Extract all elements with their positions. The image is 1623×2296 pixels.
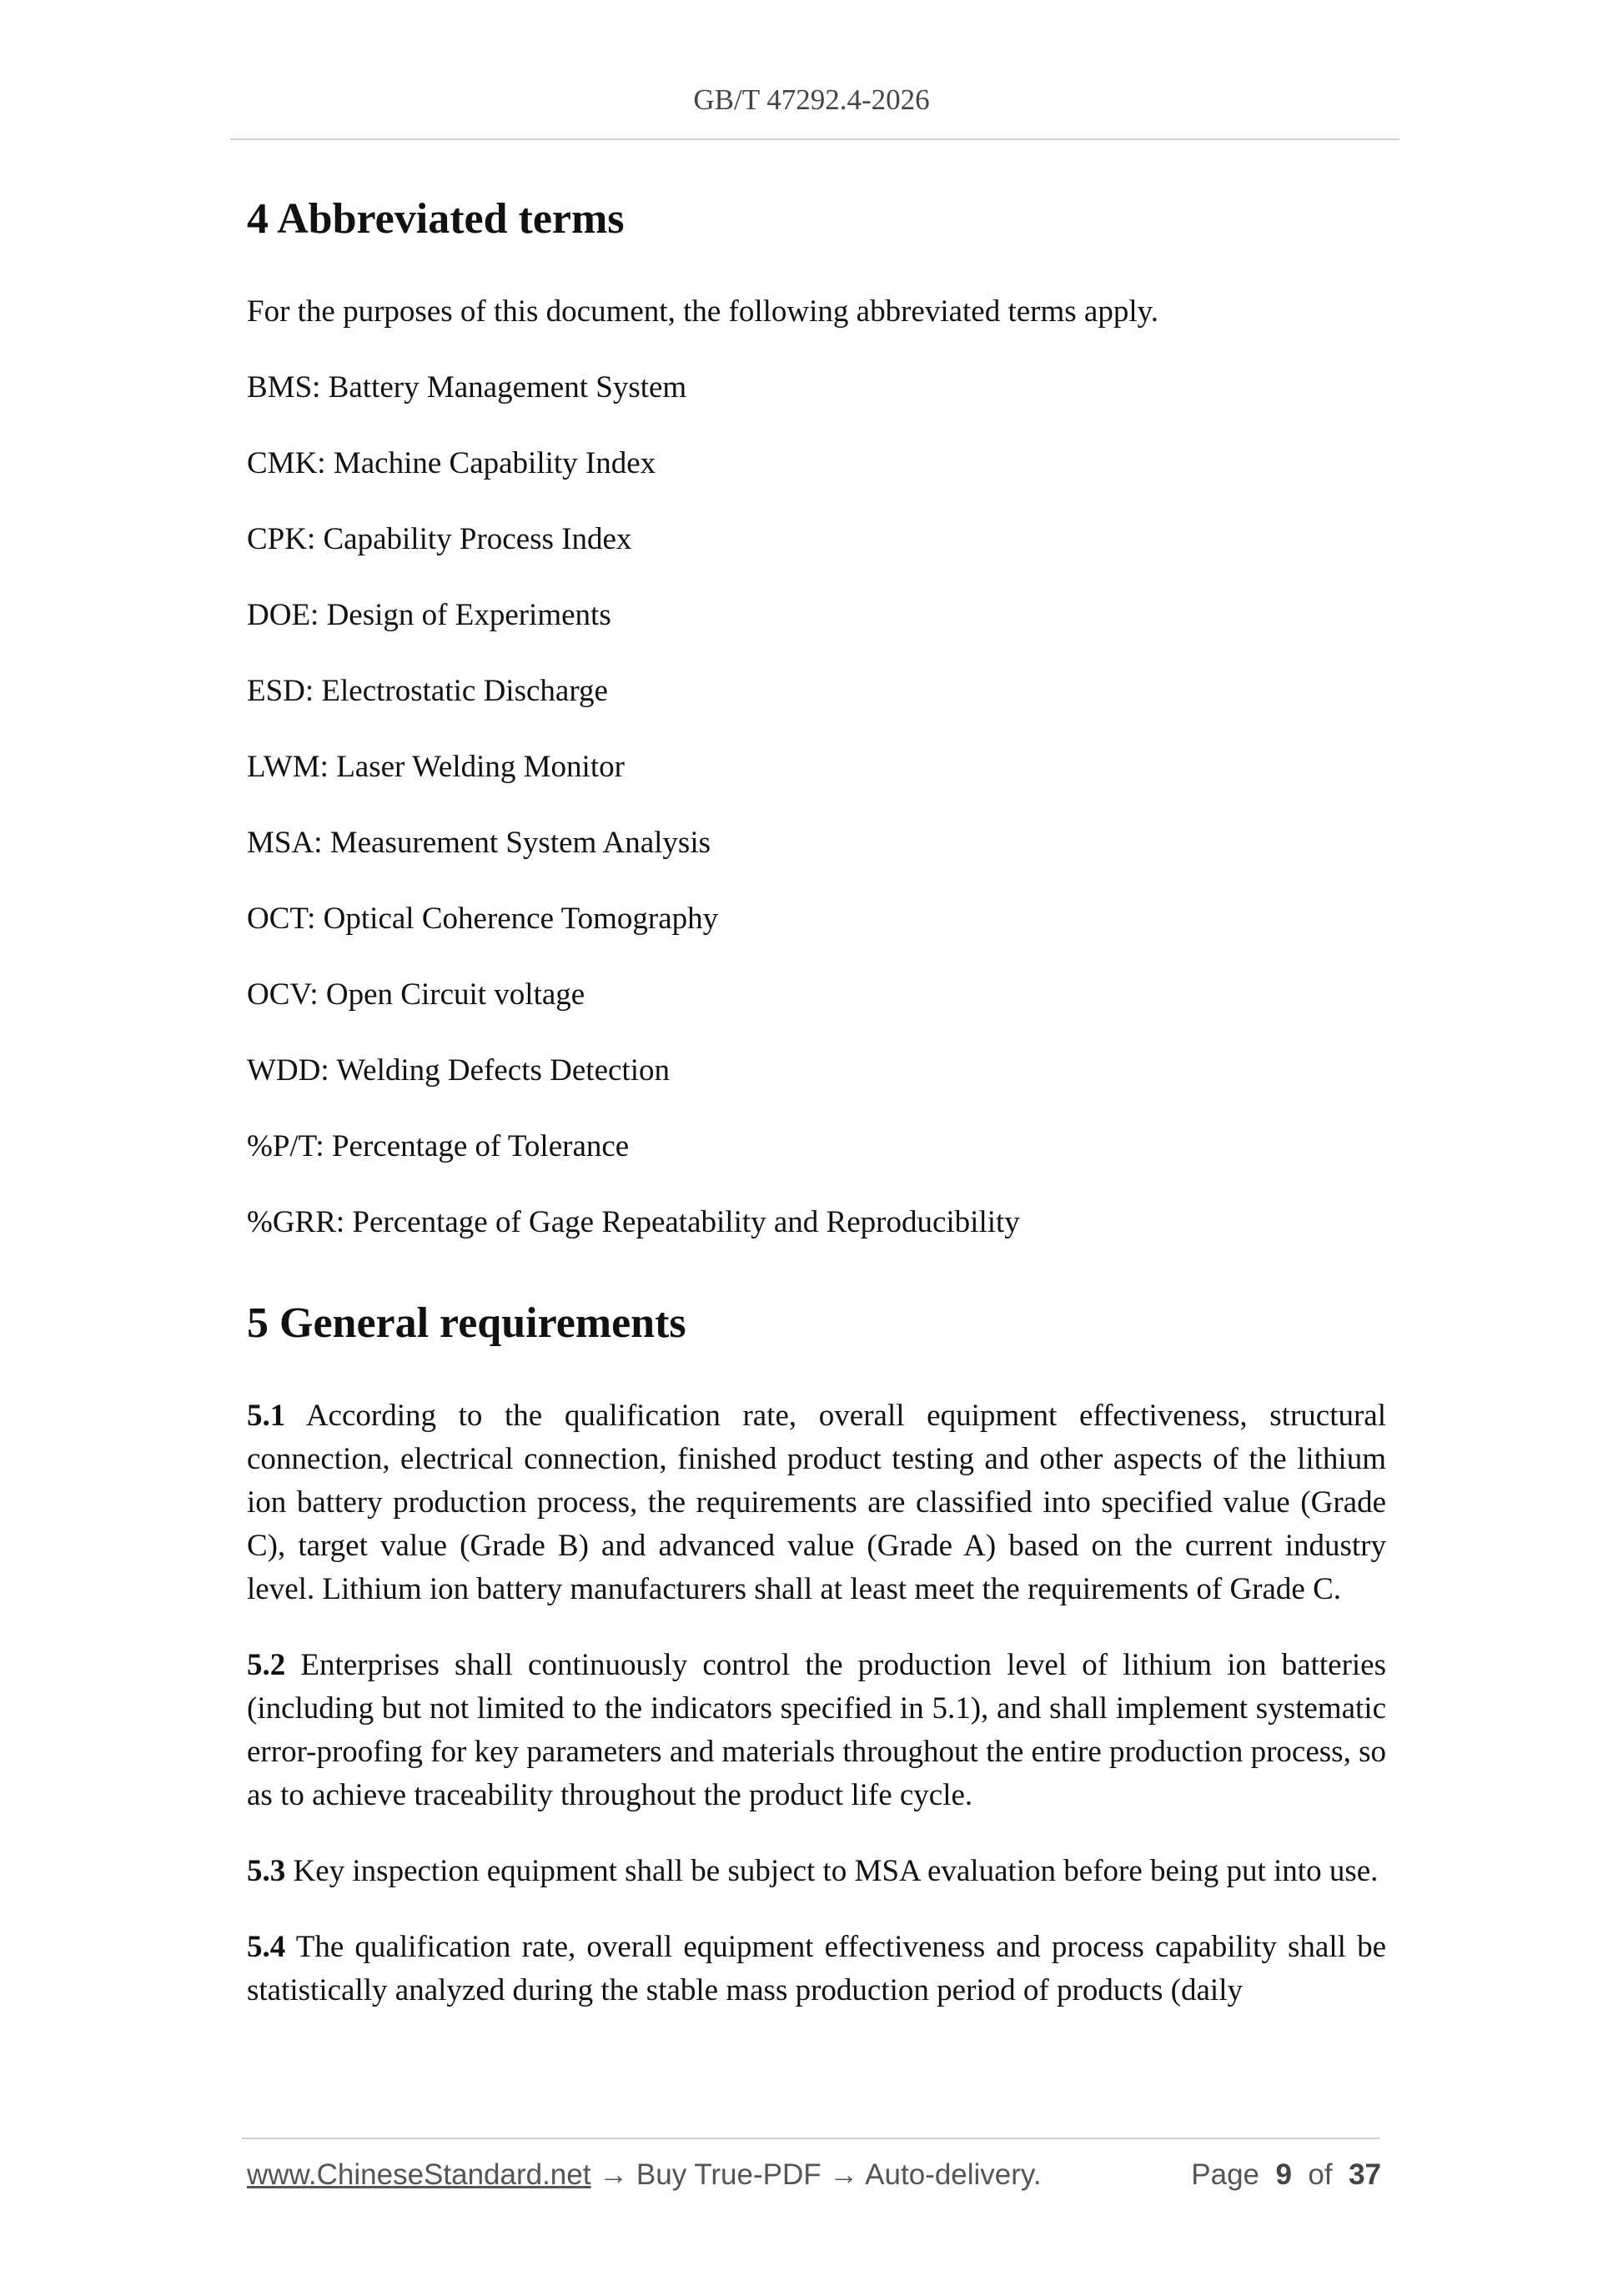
header-divider xyxy=(230,138,1399,140)
abbreviation-list xyxy=(247,366,1386,1244)
abbreviation-item: BMS: Battery Management System xyxy=(247,370,687,404)
promo-text: → Buy True-PDF → Auto-delivery. xyxy=(590,2158,1042,2191)
clause-text: The qualification rate, overall equipment effectiveness and process capability shall be statistically analyzed during the stable mass production period of products (daily xyxy=(247,1930,1386,2007)
section-4-title: 4 Abbreviated terms xyxy=(247,195,625,243)
abbreviation-item: LWM: Laser Welding Monitor xyxy=(247,750,625,784)
site-link[interactable]: www.ChineseStandard.net xyxy=(247,2158,591,2191)
page-content xyxy=(247,182,1386,2012)
clause-text: Key inspection equipment shall be subject to MSA evaluation before being put into use. xyxy=(285,1854,1379,1888)
abbreviation-item: OCT: Optical Coherence Tomography xyxy=(247,902,719,936)
clause-5-4 xyxy=(247,1926,1386,2012)
abbreviation-item: OCV: Open Circuit voltage xyxy=(247,977,585,1012)
clause-5-1 xyxy=(247,1394,1386,1611)
footer-promo xyxy=(247,2158,1042,2192)
abbreviation-item: ESD: Electrostatic Discharge xyxy=(247,674,608,708)
section-5-title: 5 General requirements xyxy=(247,1299,686,1347)
abbreviation-item: MSA: Measurement System Analysis xyxy=(247,826,711,860)
page-indicator xyxy=(1191,2158,1381,2192)
clause-number: 5.1 xyxy=(247,1399,286,1433)
total-page-number: 37 xyxy=(1349,2158,1381,2191)
document-id-header: GB/T 47292.4-2026 xyxy=(693,83,930,116)
abbreviation-item: %GRR: Percentage of Gage Repeatability and Reproducibility xyxy=(247,1205,1020,1239)
clause-number: 5.2 xyxy=(247,1648,286,1682)
abbreviation-item: CPK: Capability Process Index xyxy=(247,522,632,556)
clause-number: 5.4 xyxy=(247,1930,286,1964)
clause-number: 5.3 xyxy=(247,1854,286,1888)
abbreviation-item: CMK: Machine Capability Index xyxy=(247,446,656,480)
section-4-intro: For the purposes of this document, the following abbreviated terms apply. xyxy=(247,294,1158,329)
clause-text: Enterprises shall continuously control the production level of lithium ion batteries (including but not limited to the indicators specified in 5.1), and shall implement systematic error-proofing for key parameters and materials throughout the entire production process, so as to achieve traceability throughout the product life cycle. xyxy=(247,1648,1386,1812)
abbreviation-item: %P/T: Percentage of Tolerance xyxy=(247,1129,630,1163)
current-page-number: 9 xyxy=(1275,2158,1292,2191)
clause-5-2 xyxy=(247,1644,1386,1817)
clause-text: According to the qualification rate, overall equipment effectiveness, structural connection, electrical connection, finished product testing and other aspects of the lithium ion battery production process, the requirements are classified into specified value (Grade C), target value (Grade B) and advanced value (Grade A) based on the current industry level. Lithium ion battery manufacturers shall at least meet the requirements of Grade C. xyxy=(247,1399,1386,1606)
abbreviation-item: DOE: Design of Experiments xyxy=(247,598,611,632)
of-word: of xyxy=(1308,2158,1333,2191)
page-word: Page xyxy=(1191,2158,1260,2191)
abbreviation-item: WDD: Welding Defects Detection xyxy=(247,1053,670,1088)
clause-5-3 xyxy=(247,1850,1386,1893)
footer-divider xyxy=(242,2138,1379,2139)
